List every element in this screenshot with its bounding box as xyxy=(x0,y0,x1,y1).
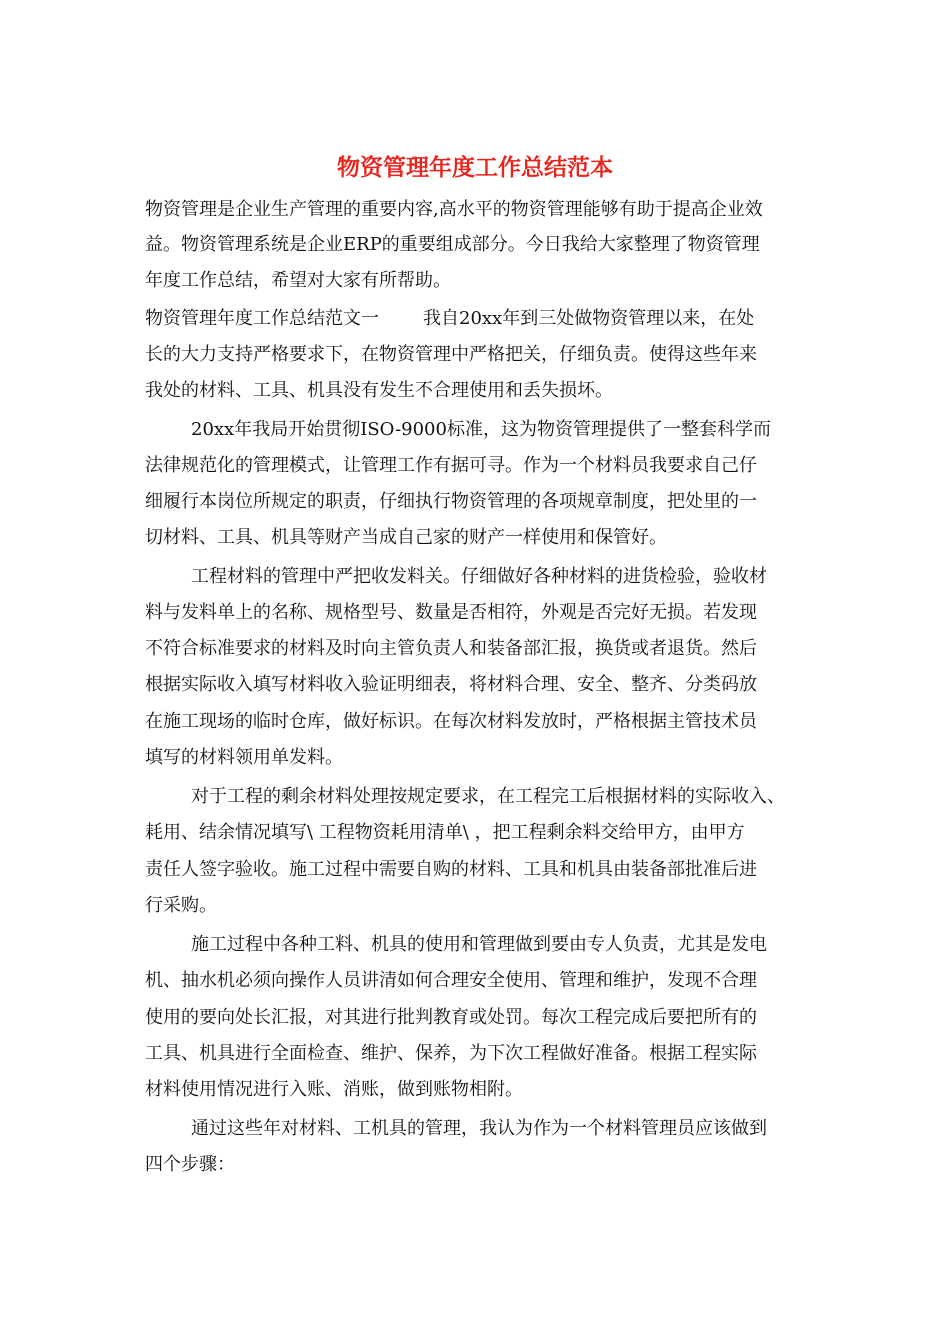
paragraph-1-line-2: 长的大力支持严格要求下，在物资管理中严格把关，仔细负责。使得这些年来 xyxy=(145,344,757,365)
paragraph-5-line-3: 使用的要向处长汇报，对其进行批判教育或处罚。每次工程完成后要把所有的 xyxy=(145,1007,757,1028)
paragraph-3-line-2: 料与发料单上的名称、规格型号、数量是否相符，外观是否完好无损。若发现 xyxy=(145,602,757,623)
section-heading: 物资管理年度工作总结范文一 xyxy=(145,308,379,329)
paragraph-5-line-5: 材料使用情况进行入账、消账，做到账物相附。 xyxy=(145,1079,523,1100)
intro-line-1: 物资管理是企业生产管理的重要内容,高水平的物资管理能够有助于提高企业效 xyxy=(145,199,763,220)
paragraph-3-line-6: 填写的材料领用单发料。 xyxy=(145,747,343,768)
paragraph-4-line-3: 责任人签字验收。施工过程中需要自购的材料、工具和机具由装备部批准后进 xyxy=(145,859,757,880)
paragraph-1-line-3: 我处的材料、工具、机具没有发生不合理使用和丢失损坏。 xyxy=(145,380,613,401)
paragraph-4-line-2: 耗用、结余情况填写\ 工程物资耗用清单\ ，把工程剩余料交给甲方，由甲方 xyxy=(145,822,745,843)
section-first-line xyxy=(145,307,754,331)
intro-line-3: 年度工作总结，希望对大家有所帮助。 xyxy=(145,270,451,291)
paragraph-2-line-1: 20xx年我局开始贯彻ISO-9000标准，这为物资管理提供了一整套科学而 xyxy=(191,419,771,440)
intro-line-2: 益。物资管理系统是企业ERP的重要组成部分。今日我给大家整理了物资管理 xyxy=(145,234,760,255)
paragraph-3-line-3: 不符合标准要求的材料及时向主管负责人和装备部汇报，换货或者退货。然后 xyxy=(145,638,757,659)
section-first-text: 我自20xx年到三处做物资管理以来，在处 xyxy=(423,308,755,329)
paragraph-5-line-1: 施工过程中各种工料、机具的使用和管理做到要由专人负责，尤其是发电 xyxy=(191,934,767,955)
paragraph-6-line-1: 通过这些年对材料、工机具的管理，我认为作为一个材料管理员应该做到 xyxy=(191,1118,767,1139)
paragraph-2-line-2: 法律规范化的管理模式，让管理工作有据可寻。作为一个材料员我要求自己仔 xyxy=(145,455,757,476)
paragraph-3-line-5: 在施工现场的临时仓库，做好标识。在每次材料发放时，严格根据主管技术员 xyxy=(145,711,757,732)
paragraph-2-line-4: 切材料、工具、机具等财产当成自己家的财产一样使用和保管好。 xyxy=(145,527,667,548)
paragraph-5-line-2: 机、抽水机必须向操作人员讲清如何合理安全使用、管理和维护，发现不合理 xyxy=(145,970,757,991)
paragraph-2-line-3: 细履行本岗位所规定的职责，仔细执行物资管理的各项规章制度，把处里的一 xyxy=(145,491,757,512)
paragraph-3-line-4: 根据实际收入填写材料收入验证明细表，将材料合理、安全、整齐、分类码放 xyxy=(145,674,757,695)
document-title: 物资管理年度工作总结范本 xyxy=(337,154,613,181)
paragraph-6-line-2: 四个步骤： xyxy=(145,1154,235,1175)
paragraph-4-line-4: 行采购。 xyxy=(145,895,217,916)
paragraph-4-line-1: 对于工程的剩余材料处理按规定要求，在工程完工后根据材料的实际收入、 xyxy=(191,786,785,807)
paragraph-5-line-4: 工具、机具进行全面检查、维护、保养，为下次工程做好准备。根据工程实际 xyxy=(145,1043,757,1064)
paragraph-3-line-1: 工程材料的管理中严把收发料关。仔细做好各种材料的进货检验，验收材 xyxy=(191,566,767,587)
